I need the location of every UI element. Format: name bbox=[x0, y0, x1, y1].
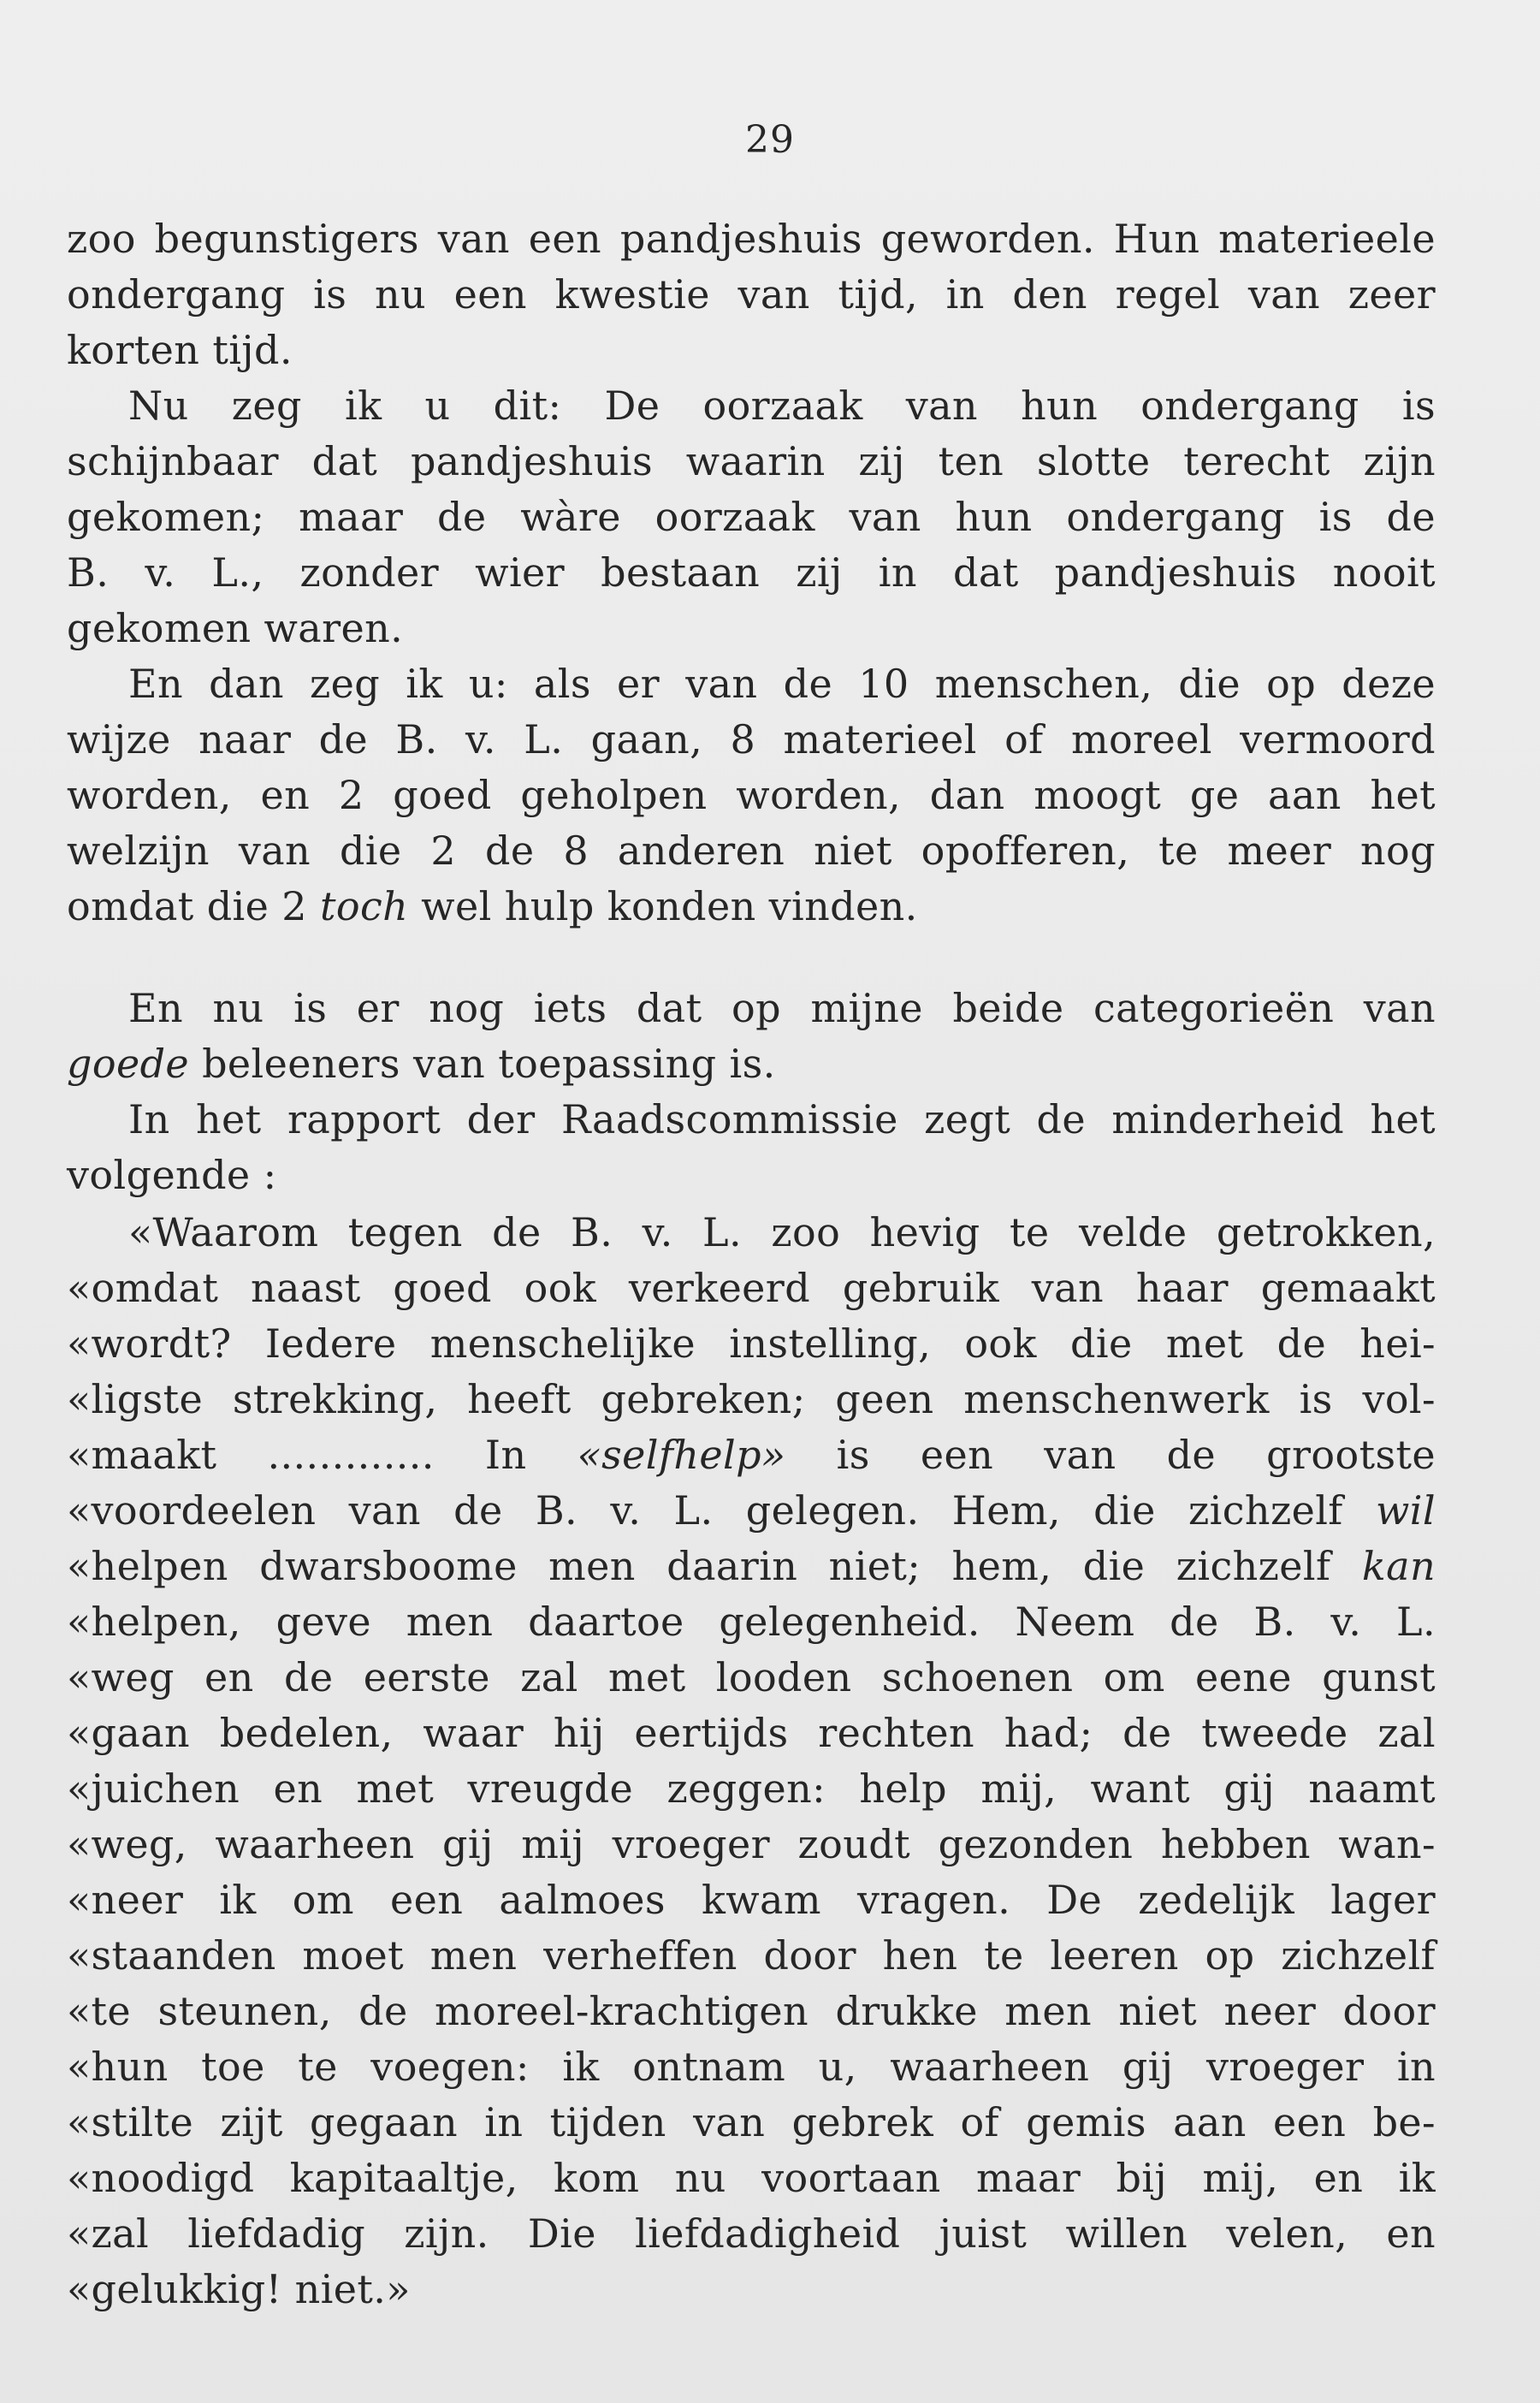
text-line: volgende : bbox=[67, 1152, 277, 1198]
quote-line: «stilte zijt gegaan in tijden van gebrek of gemis aan een be- bbox=[67, 2099, 1436, 2145]
text-run: beleeners van toepassing is. bbox=[189, 1041, 776, 1087]
text-run: «voordeelen van de B. v. L. gelegen. Hem, die zichzelf bbox=[67, 1487, 1376, 1534]
quote-line: «hun toe te voegen: ik ontnam u, waarheen gij vroeger in bbox=[67, 2044, 1436, 2090]
text-line: gekomen; maar de wàre oorzaak van hun ondergang is de bbox=[67, 494, 1436, 540]
text-run: «helpen dwarsboome men daarin niet; hem, die zichzelf bbox=[67, 1543, 1362, 1589]
text-line: welzijn van die 2 de 8 anderen niet opofferen, te meer nog bbox=[67, 828, 1436, 874]
quote-line: «helpen, geve men daartoe gelegenheid. Neem de B. v. L. bbox=[67, 1599, 1436, 1645]
quote-line: «omdat naast goed ook verkeerd gebruik van haar gemaakt bbox=[67, 1265, 1436, 1311]
text-run: wel hulp konden vinden. bbox=[408, 883, 918, 929]
italic-word: goede bbox=[67, 1041, 190, 1087]
text-line: En dan zeg ik u: als er van de 10 menschen, die op deze bbox=[128, 661, 1436, 707]
text-line: schijnbaar dat pandjeshuis waarin zij ten slotte terecht zijn bbox=[67, 438, 1436, 484]
text-line: Nu zeg ik u dit: De oorzaak van hun ondergang is bbox=[128, 383, 1436, 429]
italic-word: «selfhelp» bbox=[577, 1432, 786, 1478]
quote-line: «te steunen, de moreel-krachtigen drukke men niet neer door bbox=[67, 1988, 1436, 2034]
text-line: En nu is er nog iets dat op mijne beide categorieën van bbox=[128, 985, 1436, 1031]
text-line: ondergang is nu een kwestie van tijd, in den regel van zeer bbox=[67, 271, 1436, 317]
text-line bbox=[67, 879, 1436, 934]
quote-line: «neer ik om een aalmoes kwam vragen. De zedelijk lager bbox=[67, 1877, 1436, 1923]
quote-line: «staanden moet men verheffen door hen te leeren op zichzelf bbox=[67, 1932, 1436, 1979]
text-line bbox=[67, 1036, 1436, 1092]
italic-word: toch bbox=[319, 883, 409, 929]
quote-line: «weg, waarheen gij mij vroeger zoudt gezonden hebben wan- bbox=[67, 1821, 1436, 1867]
text-line: gekomen waren. bbox=[67, 605, 404, 651]
italic-word: kan bbox=[1361, 1543, 1436, 1589]
quote-line: «gelukkig! niet.» bbox=[67, 2266, 411, 2312]
text-line: In het rapport der Raadscommissie zegt de minderheid het bbox=[128, 1096, 1436, 1142]
quote-line: «juichen en met vreugde zeggen: help mij, want gij naamt bbox=[67, 1765, 1436, 1812]
text-line: zoo begunstigers van een pandjeshuis geworden. Hun materieele bbox=[67, 216, 1436, 262]
text-line: wijze naar de B. v. L. gaan, 8 materieel of moreel vermoord bbox=[67, 716, 1436, 762]
quotation-block bbox=[67, 1205, 1436, 2317]
quote-line bbox=[67, 1539, 1436, 1594]
quote-line bbox=[67, 1483, 1436, 1539]
quote-line: «noodigd kapitaaltje, kom nu voortaan maar bij mij, en ik bbox=[67, 2155, 1436, 2201]
paragraph-group-2 bbox=[67, 981, 1436, 1203]
quote-line: «Waarom tegen de B. v. L. zoo hevig te velde getrokken, bbox=[128, 1209, 1436, 1255]
paragraph-group-1 bbox=[67, 211, 1436, 934]
quote-line: «weg en de eerste zal met looden schoenen om eene gunst bbox=[67, 1654, 1436, 1700]
page-number: 29 bbox=[745, 118, 795, 162]
quote-line: «gaan bedelen, waar hij eertijds rechten had; de tweede zal bbox=[67, 1710, 1436, 1756]
text-run: «maakt ............. In bbox=[67, 1432, 578, 1478]
quote-line: «ligste strekking, heeft gebreken; geen menschenwerk is vol- bbox=[67, 1376, 1436, 1422]
text-line: worden, en 2 goed geholpen worden, dan moogt ge aan het bbox=[67, 772, 1436, 818]
text-line: B. v. L., zonder wier bestaan zij in dat pandjeshuis nooit bbox=[67, 549, 1436, 596]
quote-line: «zal liefdadig zijn. Die liefdadigheid juist willen velen, en bbox=[67, 2210, 1436, 2257]
quote-line: «wordt? Iedere menschelijke instelling, ook die met de hei- bbox=[67, 1320, 1436, 1367]
text-run: is een van de grootste bbox=[785, 1432, 1436, 1478]
italic-word: wil bbox=[1376, 1487, 1436, 1534]
text-run: omdat die 2 bbox=[67, 883, 320, 929]
quote-line bbox=[67, 1427, 1436, 1483]
text-line: korten tijd. bbox=[67, 327, 293, 373]
